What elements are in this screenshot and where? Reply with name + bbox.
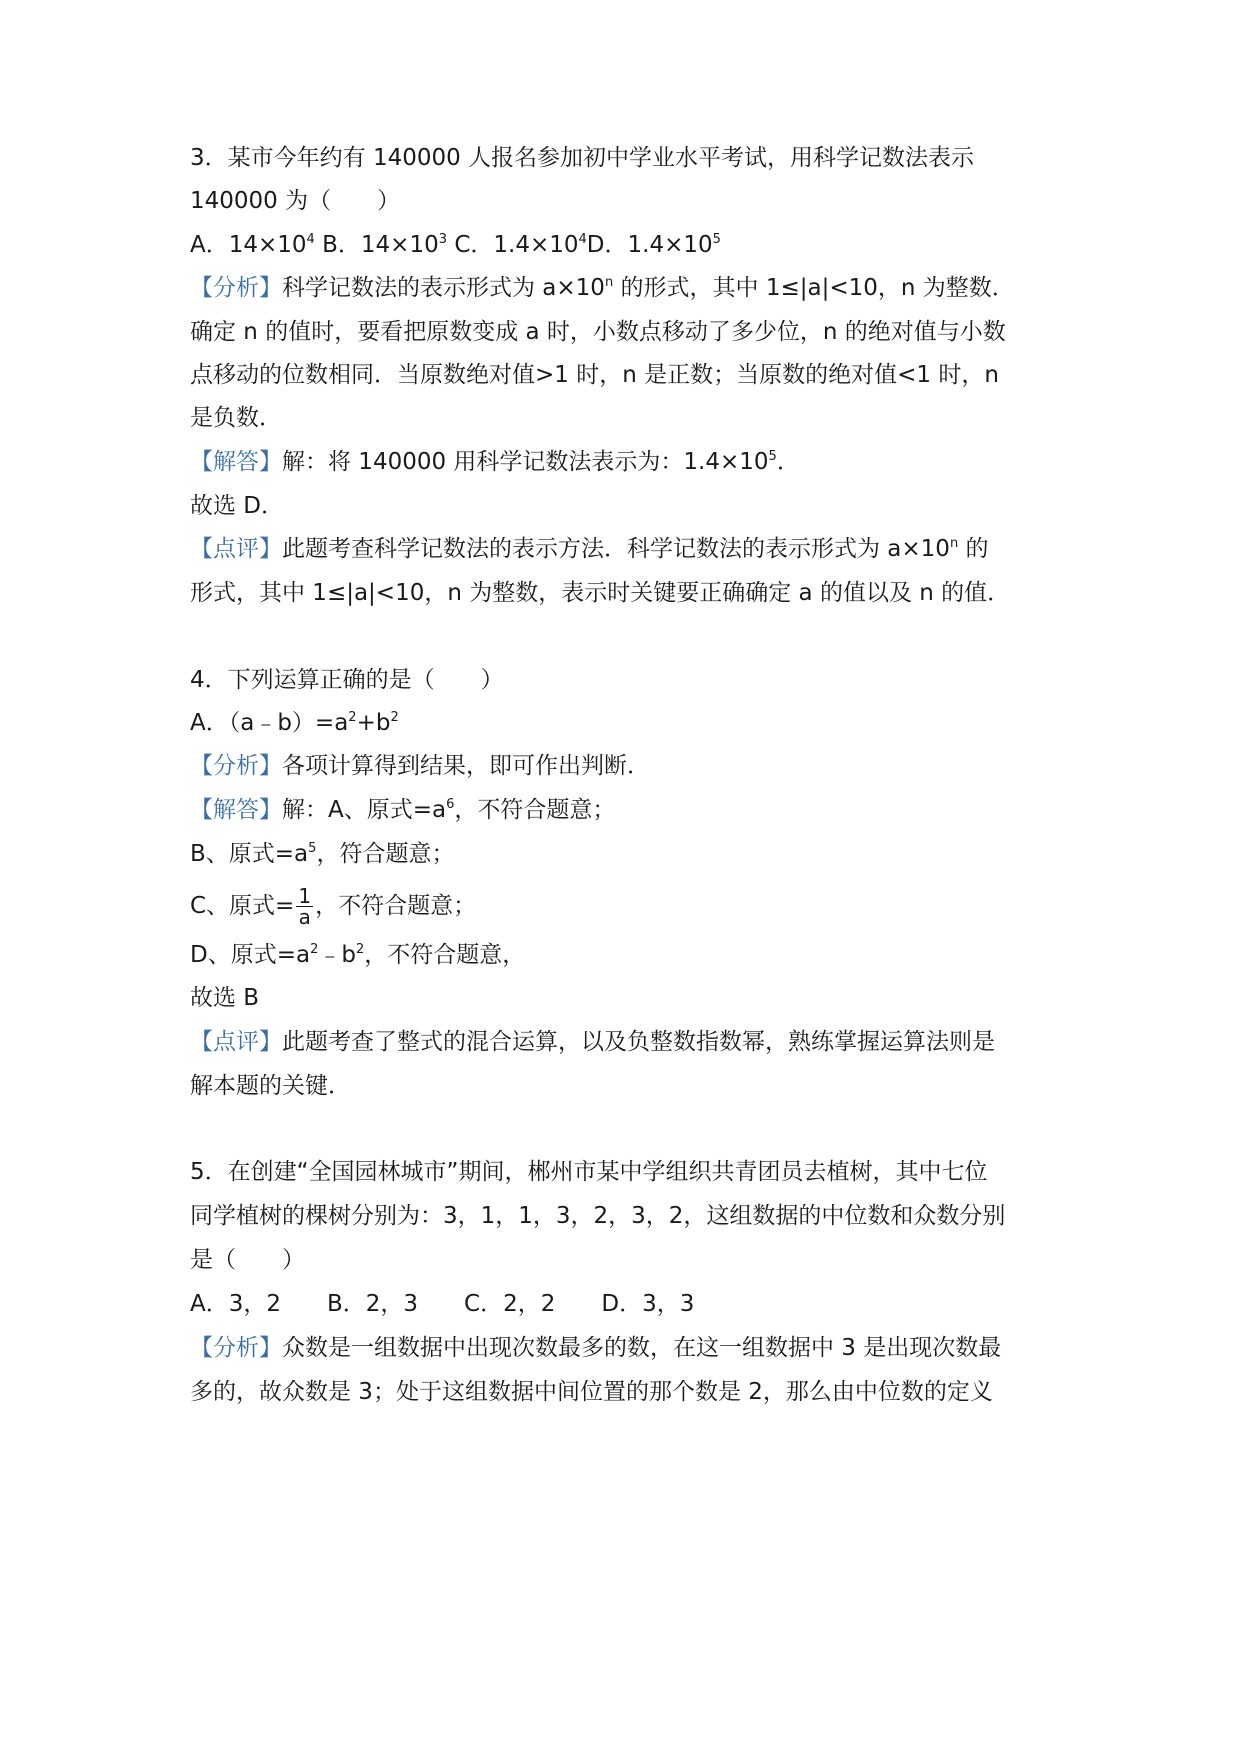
q3-option-c-exp: 4 — [578, 232, 587, 247]
q4-answer-d-exp1: 2 — [310, 942, 319, 957]
q3-comment-exp: n — [949, 536, 959, 551]
q4-answer-a-text: 解：A、原式=a — [282, 797, 447, 823]
q3-analysis-line3 — [190, 358, 1070, 392]
q4-option-a — [190, 706, 1070, 740]
q5-stem-line2 — [190, 1199, 1070, 1233]
q4-answer-line4 — [190, 938, 1070, 972]
comment-tag: 【点评】 — [190, 536, 282, 562]
q3-analysis-line2 — [190, 315, 1070, 349]
q3-analysis-text-3: 点移动的位数相同．当原数绝对值>1 时，n 是正数；当原数的绝对值<1 时，n — [190, 362, 999, 388]
q3-option-d-exp: 5 — [712, 232, 721, 247]
fraction-denominator: a — [298, 905, 311, 929]
q5-analysis-text: 众数是一组数据中出现次数最多的数，在这一组数据中 3 是出现次数最 — [282, 1335, 1002, 1361]
q5-stem-text: 5．在创建“全国园林城市”期间，郴州市某中学组织共青团员去植树，其中七位 — [190, 1159, 988, 1185]
answer-tag: 【解答】 — [190, 449, 282, 475]
analysis-tag: 【分析】 — [190, 275, 282, 301]
q5-analysis-line1 — [190, 1331, 1070, 1365]
q4-stem-text: 4．下列运算正确的是（ ） — [190, 667, 504, 693]
q3-option-b-exp: 3 — [438, 232, 448, 247]
q5-stem-line3 — [190, 1243, 1070, 1277]
q3-analysis-line4 — [190, 401, 1070, 435]
q3-answer-line2 — [190, 489, 1070, 523]
q5-analysis-line2 — [190, 1375, 1070, 1409]
q4-answer-b-text-b: ，符合题意； — [316, 841, 455, 867]
q3-stem-line1 — [190, 141, 1070, 175]
q4-analysis — [190, 749, 1070, 783]
q4-comment-text-2: 解本题的关键． — [190, 1073, 351, 1099]
q4-answer-d-text: D、原式=a — [190, 942, 311, 968]
q3-analysis-exp: n — [604, 275, 614, 290]
q4-answer-line1 — [190, 793, 1070, 827]
q4-fraction — [296, 886, 313, 927]
q4-answer-d-exp2: 2 — [355, 942, 365, 957]
q4-analysis-text: 各项计算得到结果，即可作出判断． — [282, 753, 650, 779]
q3-comment-text: 此题考查科学记数法的表示方法．科学记数法的表示形式为 a×10 — [282, 536, 950, 562]
q4-answer-line3 — [190, 884, 1070, 928]
q5-stem-text-3: 是（ ） — [190, 1247, 305, 1273]
q3-stem-text-2: 140000 为（ ） — [190, 188, 401, 214]
fraction-numerator: 1 — [298, 884, 312, 908]
q3-analysis-text-b: 的形式，其中 1≤|a|<10，n 为整数． — [613, 275, 1015, 301]
q4-answer-b-exp: 5 — [308, 841, 317, 856]
q4-comment-line2 — [190, 1069, 1070, 1103]
q3-option-d: D．1.4×10 — [586, 232, 713, 258]
q4-answer-d-text-b: ，不符合题意， — [364, 942, 526, 968]
q5-options-text: A．3，2 B．2，3 C．2，2 D．3，3 — [190, 1291, 695, 1317]
q5-options — [190, 1287, 1070, 1321]
q3-comment-line1 — [190, 532, 1070, 566]
q3-option-a: A．14×10 — [190, 232, 307, 258]
q4-answer-c-text-b: ，不符合题意； — [315, 893, 477, 919]
q3-answer-text: 解：将 140000 用科学记数法表示为：1.4×10 — [282, 449, 769, 475]
q3-analysis-line1 — [190, 271, 1070, 305]
q3-stem-text: 3．某市今年约有 140000 人报名参加初中学业水平考试，用科学记数法表示 — [190, 145, 975, 171]
q3-analysis-text: 科学记数法的表示形式为 a×10 — [282, 275, 605, 301]
q3-options — [190, 228, 1070, 262]
q3-analysis-text-2: 确定 n 的值时，要看把原数变成 a 时，小数点移动了多少位，n 的绝对值与小数 — [190, 319, 1006, 345]
comment-tag: 【点评】 — [190, 1029, 282, 1055]
q3-answer-line1 — [190, 445, 1070, 479]
q4-option-a-mid: +b — [356, 710, 391, 736]
q4-answer-b-text: B、原式=a — [190, 841, 309, 867]
q3-stem-line2 — [190, 184, 1070, 218]
q3-answer-choice: 故选 D． — [190, 493, 285, 519]
q4-answer-c-text: C、原式= — [190, 893, 295, 919]
analysis-tag: 【分析】 — [190, 1335, 282, 1361]
q4-answer-choice: 故选 B — [190, 985, 260, 1011]
q3-comment-text-2: 形式，其中 1≤|a|<10，n 为整数，表示时关键要正确确定 a 的值以及 n 的值． — [190, 580, 1011, 606]
q4-stem — [190, 663, 1070, 697]
answer-tag: 【解答】 — [190, 797, 282, 823]
q5-stem-text-2: 同学植树的棵树分别为：3，1，1，3，2，3，2，这组数据的中位数和众数分别 — [190, 1203, 1006, 1229]
q4-comment-text: 此题考查了整式的混合运算，以及负整数指数幂，熟练掌握运算法则是 — [282, 1029, 995, 1055]
q3-option-a-exp: 4 — [306, 232, 315, 247]
q4-option-a-exp2: 2 — [390, 710, 399, 725]
q5-stem-line1 — [190, 1155, 1070, 1189]
q4-comment-line1 — [190, 1025, 1070, 1059]
q4-answer-a-text-b: ，不符合题意； — [454, 797, 616, 823]
q4-answer-a-exp: 6 — [446, 797, 455, 812]
q4-answer-line5 — [190, 981, 1070, 1015]
analysis-tag: 【分析】 — [190, 753, 282, 779]
q3-comment-text-b: 的 — [958, 536, 989, 562]
q3-option-b: B．14×10 — [314, 232, 439, 258]
q4-option-a-exp1: 2 — [348, 710, 357, 725]
q4-answer-d-mid: ﹣b — [318, 942, 356, 968]
q5-analysis-text-2: 多的，故众数是 3；处于这组数据中间位置的那个数是 2，那么由中位数的定义 — [190, 1379, 993, 1405]
q4-option-a-text: A．（a﹣b）=a — [190, 710, 349, 736]
q3-option-c: C．1.4×10 — [447, 232, 579, 258]
q3-answer-text-b: ． — [776, 449, 800, 475]
q4-answer-line2 — [190, 837, 1070, 871]
q3-analysis-text-4: 是负数． — [190, 405, 282, 431]
q3-answer-exp: 5 — [768, 449, 777, 464]
q3-comment-line2 — [190, 576, 1070, 610]
